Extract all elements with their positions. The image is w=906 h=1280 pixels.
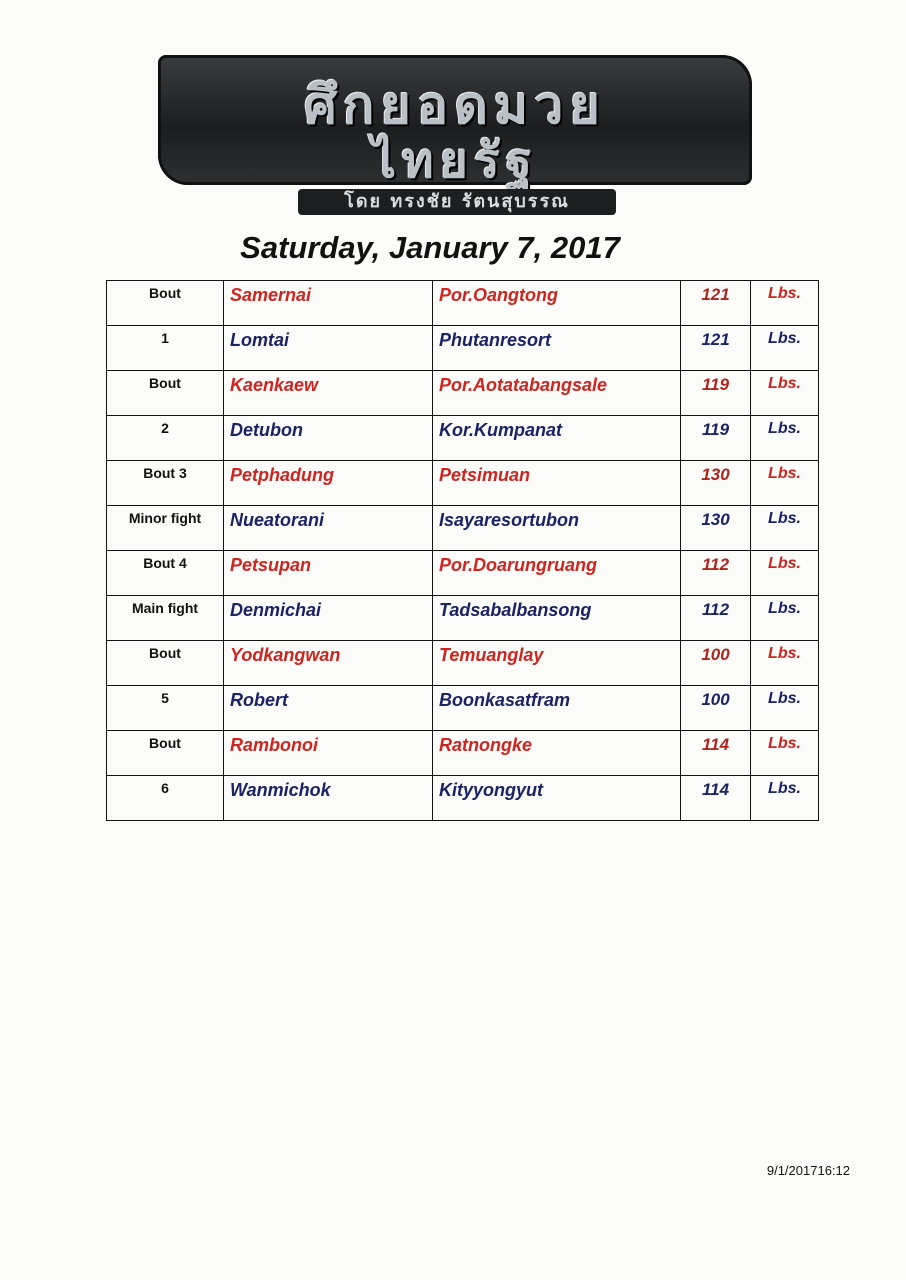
weight-unit: Lbs.: [751, 551, 819, 596]
fight-row: [107, 371, 819, 416]
weight-value: 121: [681, 326, 751, 371]
fighter-red-corner: Samernai: [224, 281, 433, 326]
weight-value: 100: [681, 686, 751, 731]
weight-value: 130: [681, 461, 751, 506]
fighter-blue-corner: Temuanglay: [433, 641, 681, 686]
bout-label: Bout: [107, 731, 224, 776]
fighter-red-corner: Rambonoi: [224, 731, 433, 776]
bout-label: Bout: [107, 641, 224, 686]
fighter-blue-corner: Kor.Kumpanat: [433, 416, 681, 461]
weight-value: 112: [681, 551, 751, 596]
weight-unit: Lbs.: [751, 731, 819, 776]
fighter-blue-corner: Tadsabalbansong: [433, 596, 681, 641]
weight-unit: Lbs.: [751, 506, 819, 551]
bout-label: Bout 4: [107, 551, 224, 596]
weight-unit: Lbs.: [751, 281, 819, 326]
fight-card-table: [106, 280, 819, 821]
fighter-red-corner: Wanmichok: [224, 776, 433, 821]
fighter-blue-corner: Isayaresortubon: [433, 506, 681, 551]
fight-row: [107, 506, 819, 551]
bout-label: 2: [107, 416, 224, 461]
weight-unit: Lbs.: [751, 371, 819, 416]
fight-card-body: [107, 281, 819, 821]
bout-label: 6: [107, 776, 224, 821]
logo-banner: [158, 55, 752, 189]
logo-line1: ศึกยอดมวย: [304, 76, 606, 136]
event-logo: [150, 55, 760, 220]
logo-line2: ไทยรัฐ: [371, 133, 539, 189]
fighter-blue-corner: Boonkasatfram: [433, 686, 681, 731]
weight-unit: Lbs.: [751, 416, 819, 461]
weight-unit: Lbs.: [751, 596, 819, 641]
weight-value: 130: [681, 506, 751, 551]
page-title: Saturday, January 7, 2017: [240, 230, 620, 265]
fighter-blue-corner: Phutanresort: [433, 326, 681, 371]
weight-value: 100: [681, 641, 751, 686]
fight-row: [107, 416, 819, 461]
fight-row: [107, 461, 819, 506]
fight-row: [107, 776, 819, 821]
fighter-red-corner: Nueatorani: [224, 506, 433, 551]
fight-row: [107, 686, 819, 731]
weight-unit: Lbs.: [751, 641, 819, 686]
fighter-red-corner: Detubon: [224, 416, 433, 461]
bout-label: Bout 3: [107, 461, 224, 506]
fighter-red-corner: Yodkangwan: [224, 641, 433, 686]
fighter-red-corner: Kaenkaew: [224, 371, 433, 416]
weight-unit: Lbs.: [751, 326, 819, 371]
bout-label: 5: [107, 686, 224, 731]
fighter-red-corner: Robert: [224, 686, 433, 731]
weight-value: 114: [681, 731, 751, 776]
fighter-blue-corner: Ratnongke: [433, 731, 681, 776]
weight-value: 119: [681, 416, 751, 461]
fight-row: [107, 326, 819, 371]
fighter-blue-corner: Por.Oangtong: [433, 281, 681, 326]
fight-row: [107, 551, 819, 596]
fighter-red-corner: Lomtai: [224, 326, 433, 371]
fight-row: [107, 731, 819, 776]
fight-row: [107, 596, 819, 641]
bout-label: Minor fight: [107, 506, 224, 551]
bout-label: Bout: [107, 371, 224, 416]
weight-value: 112: [681, 596, 751, 641]
weight-value: 114: [681, 776, 751, 821]
fighter-red-corner: Denmichai: [224, 596, 433, 641]
fighter-blue-corner: Por.Doarungruang: [433, 551, 681, 596]
timestamp: 9/1/201716:12: [766, 1163, 850, 1178]
bout-label: 1: [107, 326, 224, 371]
logo-subtitle: โดย ทรงชัย รัตนสุบรรณ: [298, 189, 616, 215]
fighter-blue-corner: Por.Aotatabangsale: [433, 371, 681, 416]
weight-unit: Lbs.: [751, 686, 819, 731]
fight-row: [107, 281, 819, 326]
weight-value: 119: [681, 371, 751, 416]
weight-unit: Lbs.: [751, 461, 819, 506]
fighter-blue-corner: Petsimuan: [433, 461, 681, 506]
fighter-red-corner: Petphadung: [224, 461, 433, 506]
weight-value: 121: [681, 281, 751, 326]
bout-label: Bout: [107, 281, 224, 326]
fight-row: [107, 641, 819, 686]
fighter-blue-corner: Kityyongyut: [433, 776, 681, 821]
bout-label: Main fight: [107, 596, 224, 641]
weight-unit: Lbs.: [751, 776, 819, 821]
fighter-red-corner: Petsupan: [224, 551, 433, 596]
